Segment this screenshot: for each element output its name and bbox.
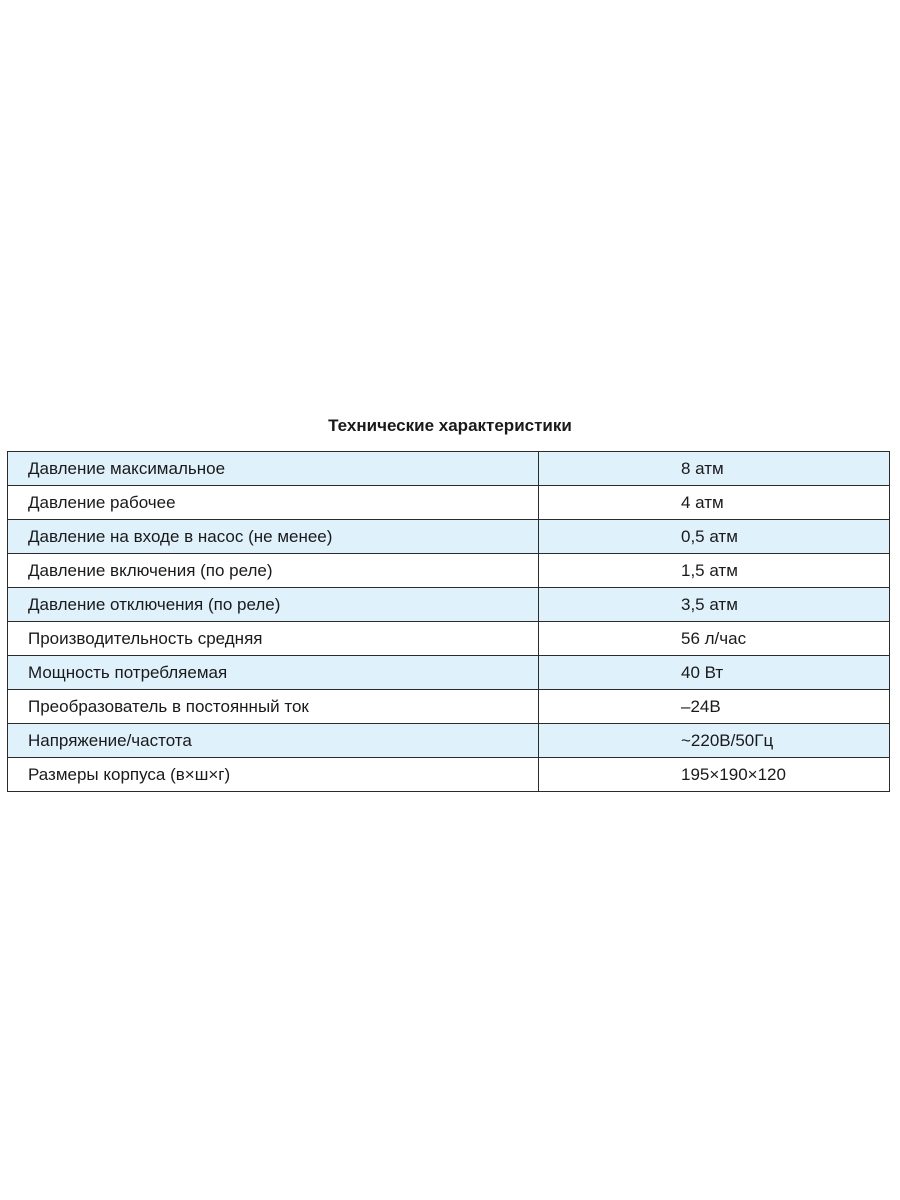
spec-name: Преобразователь в постоянный ток — [8, 690, 539, 724]
spec-value: 4 атм — [539, 486, 890, 520]
table-row — [8, 452, 890, 486]
spec-value: –24В — [539, 690, 890, 724]
table-row — [8, 520, 890, 554]
spec-value: 3,5 атм — [539, 588, 890, 622]
spec-name: Напряжение/частота — [8, 724, 539, 758]
spec-value: 8 атм — [539, 452, 890, 486]
table-row — [8, 656, 890, 690]
spec-name: Давление максимальное — [8, 452, 539, 486]
spec-table — [7, 451, 890, 792]
spec-name: Давление отключения (по реле) — [8, 588, 539, 622]
table-row — [8, 724, 890, 758]
table-row — [8, 588, 890, 622]
spec-value: 195×190×120 — [539, 758, 890, 792]
spec-value: 0,5 атм — [539, 520, 890, 554]
spec-name: Давление на входе в насос (не менее) — [8, 520, 539, 554]
spec-value: 40 Вт — [539, 656, 890, 690]
spec-name: Производительность средняя — [8, 622, 539, 656]
table-row — [8, 622, 890, 656]
table-row — [8, 690, 890, 724]
spec-name: Размеры корпуса (в×ш×г) — [8, 758, 539, 792]
spec-title: Технические характеристики — [328, 416, 572, 435]
table-row — [8, 486, 890, 520]
spec-value: ~220В/50Гц — [539, 724, 890, 758]
spec-value: 1,5 атм — [539, 554, 890, 588]
table-row — [8, 554, 890, 588]
spec-value: 56 л/час — [539, 622, 890, 656]
spec-name: Мощность потребляемая — [8, 656, 539, 690]
table-row — [8, 758, 890, 792]
spec-name: Давление включения (по реле) — [8, 554, 539, 588]
spec-name: Давление рабочее — [8, 486, 539, 520]
